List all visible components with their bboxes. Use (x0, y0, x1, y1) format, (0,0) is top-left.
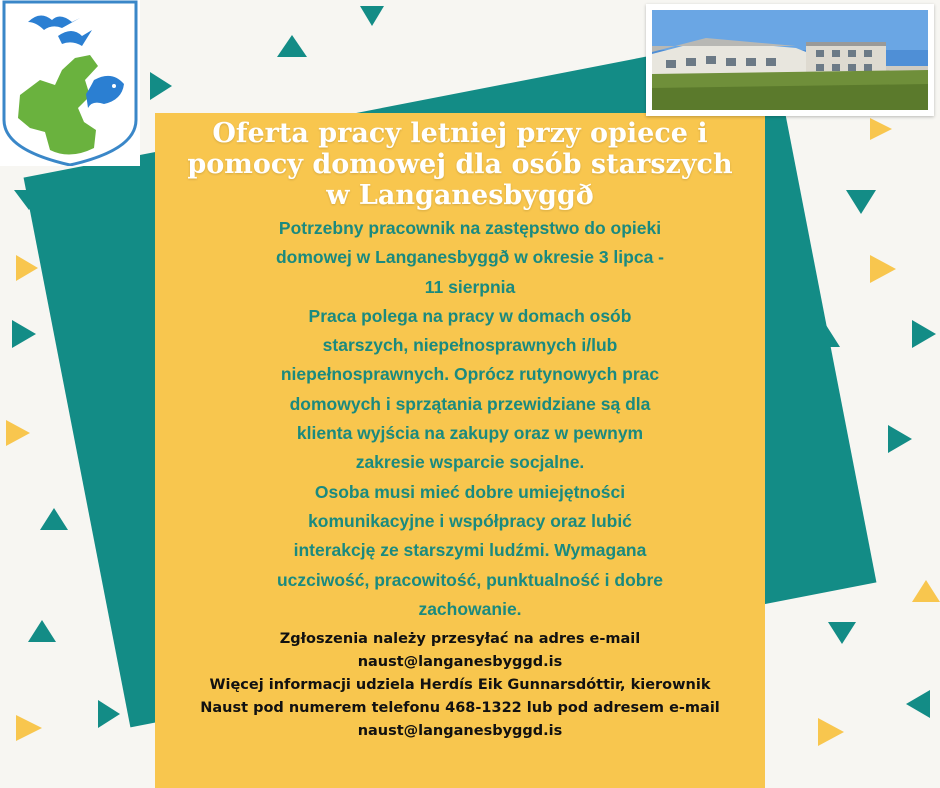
triangle-decoration (40, 508, 68, 530)
triangle-decoration (16, 255, 38, 281)
contact-line: Naust pod numerem telefonu 468-1322 lub pod adresem e-mail (200, 700, 720, 716)
description-line: domowej w Langanesbyggð w okresie 3 lipca - (275, 247, 664, 268)
triangle-decoration (912, 580, 940, 602)
job-description (180, 214, 760, 624)
building-photo (646, 4, 934, 116)
title-line: Oferta pracy letniej przy opiece i (212, 118, 708, 149)
title-line: w Langanesbyggð (326, 180, 594, 211)
description-line: 11 sierpnia (424, 276, 516, 297)
triangle-decoration (906, 690, 930, 718)
triangle-decoration (98, 700, 120, 728)
triangle-decoration (912, 320, 936, 348)
triangle-decoration (360, 6, 384, 26)
municipal-logo (0, 0, 140, 166)
contact-email[interactable]: naust@langanesbyggd.is (357, 654, 563, 670)
triangle-decoration (28, 620, 56, 642)
description-line: Potrzebny pracownik na zastępstwo do opieki (278, 218, 662, 238)
contact-line: Zgłoszenia należy przesyłać na adres e-mail (279, 631, 641, 647)
coat-of-arms-icon (0, 0, 140, 166)
page-title (160, 118, 760, 211)
description-line: Praca polega na pracy w domach osób (308, 305, 632, 326)
triangle-decoration (818, 718, 844, 746)
contact-email[interactable]: naust@langanesbyggd.is (357, 723, 563, 739)
description-line: Osoba musi mieć dobre umiejętności (314, 481, 626, 502)
nursing-home-building-icon (646, 4, 934, 116)
contact-line: Więcej informacji udziela Herdís Eik Gunnarsdóttir, kierownik (209, 677, 711, 693)
triangle-decoration (846, 190, 876, 214)
description-line: starszych, niepełnosprawnych i/lub (322, 335, 618, 356)
triangle-decoration (828, 622, 856, 644)
description-line: uczciwość, pracowitość, punktualność i dobre (276, 569, 664, 590)
triangle-decoration (870, 255, 896, 283)
description-line: komunikacyjne i współpracy oraz lubić (308, 510, 632, 531)
triangle-decoration (277, 35, 307, 57)
description-line: zakresie wsparcie socjalne. (355, 452, 585, 473)
triangle-decoration (888, 425, 912, 453)
triangle-decoration (870, 118, 892, 140)
triangle-decoration (16, 715, 42, 741)
description-line: interakcję ze starszymi ludźmi. Wymagana (293, 540, 647, 561)
triangle-decoration (6, 420, 30, 446)
contact-info (150, 628, 770, 743)
triangle-decoration (150, 72, 172, 100)
description-line: zachowanie. (418, 598, 522, 619)
description-line: domowych i sprzątania przewidziane są dla (289, 393, 651, 414)
title-line: pomocy domowej dla osób starszych (187, 149, 733, 180)
description-line: klienta wyjścia na zakupy oraz w pewnym (296, 423, 644, 444)
triangle-decoration (12, 320, 36, 348)
description-line: niepełnosprawnych. Oprócz rutynowych prac (280, 364, 660, 385)
